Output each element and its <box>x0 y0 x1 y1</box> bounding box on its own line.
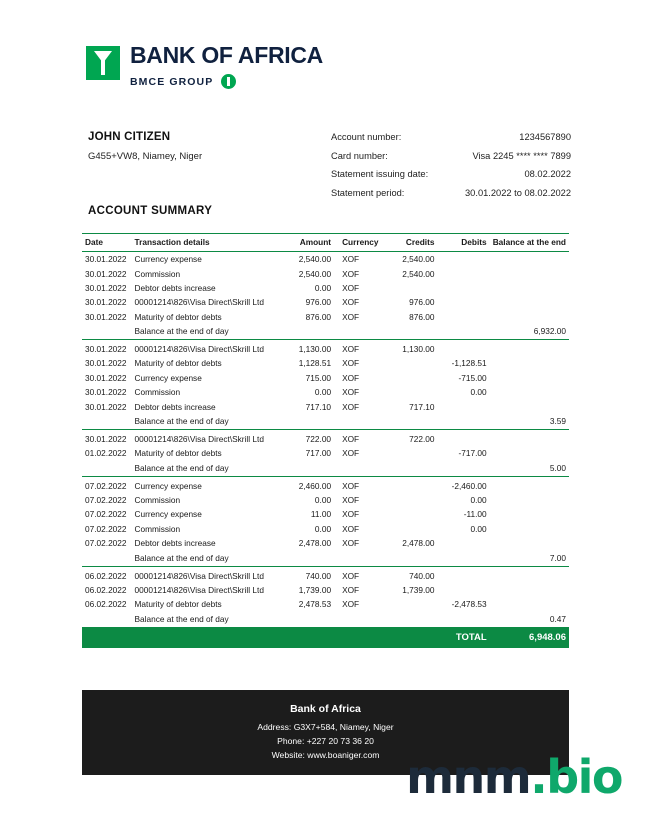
cell-currency: XOF <box>342 509 360 520</box>
cell-balance <box>490 266 569 280</box>
bank-group-name: BMCE GROUP <box>130 75 214 88</box>
col-details: Transaction details <box>131 234 280 252</box>
cell-balance: 6,932.00 <box>490 324 569 340</box>
cell-amount: 722.00 <box>305 433 332 444</box>
cell-currency: XOF <box>342 448 360 459</box>
section-title: ACCOUNT SUMMARY <box>88 205 213 217</box>
cell-amount: 1,739.00 <box>298 584 332 595</box>
cell-currency: XOF <box>342 254 360 265</box>
cell-debits <box>438 281 490 295</box>
cell-currency: XOF <box>342 433 360 444</box>
cell-credits <box>384 385 438 399</box>
cell-balance <box>490 446 569 460</box>
cell-credits: 2,540.00 <box>402 268 435 279</box>
cell-currency: XOF <box>342 480 360 491</box>
table-row <box>82 356 569 370</box>
cell-date <box>82 612 131 628</box>
cell-amount: 717.10 <box>305 401 332 412</box>
cell-date: 30.01.2022 <box>85 344 127 355</box>
cell-amount: 0.00 <box>314 523 332 534</box>
cell-credits <box>384 507 438 521</box>
cell-currency <box>334 324 383 340</box>
watermark-tld: .bio <box>530 750 622 804</box>
footer-phone: Phone: +227 20 73 36 20 <box>277 736 374 746</box>
cell-details: 00001214\826\Visa Direct\Skrill Ltd <box>134 297 264 308</box>
card-number-value: Visa 2245 **** **** 7899 <box>472 150 571 161</box>
table-row <box>82 476 569 493</box>
cell-credits: 722.00 <box>409 433 435 444</box>
cell-date: 30.01.2022 <box>85 387 127 398</box>
cell-balance <box>490 597 569 611</box>
cell-date: 07.02.2022 <box>85 523 127 534</box>
cell-amount: 2,460.00 <box>298 480 332 491</box>
cell-date: 07.02.2022 <box>85 480 127 491</box>
cell-amount: 11.00 <box>310 509 332 520</box>
cell-details: 00001214\826\Visa Direct\Skrill Ltd <box>134 344 264 355</box>
cell-details: Balance at the end of day <box>131 612 280 628</box>
account-number-label: Account number: <box>331 132 402 142</box>
cell-details: Currency expense <box>134 509 202 520</box>
cell-debits: 0.00 <box>470 495 487 506</box>
cell-details: Maturity of debtor debts <box>134 448 222 459</box>
cell-balance <box>490 566 569 583</box>
cell-currency: XOF <box>342 387 360 398</box>
cell-currency: XOF <box>342 282 360 293</box>
account-number-value: 1234567890 <box>519 132 571 142</box>
cell-date: 30.01.2022 <box>85 401 127 412</box>
cell-amount: 2,478.00 <box>298 538 332 549</box>
cell-amount <box>280 324 334 340</box>
cell-currency: XOF <box>342 495 360 506</box>
cell-balance <box>490 356 569 370</box>
cell-debits: -2,478.53 <box>451 599 487 610</box>
globe-icon <box>221 74 236 89</box>
cell-balance <box>490 371 569 385</box>
table-subtotal-row <box>82 414 569 430</box>
watermark-name: mnm <box>406 750 531 804</box>
cell-amount: 2,540.00 <box>298 268 332 279</box>
cell-credits <box>384 522 438 536</box>
table-row <box>82 597 569 611</box>
cell-debits <box>438 461 490 477</box>
cell-credits <box>384 461 438 477</box>
cell-balance <box>490 252 569 267</box>
cell-currency: XOF <box>342 358 360 369</box>
cell-balance: 7.00 <box>490 550 569 566</box>
cell-debits: 0.00 <box>470 523 487 534</box>
cell-date: 30.01.2022 <box>85 311 127 322</box>
cell-amount <box>280 414 334 430</box>
cell-currency: XOF <box>342 297 360 308</box>
cell-debits <box>438 266 490 280</box>
cell-date <box>82 324 131 340</box>
cell-balance <box>490 310 569 324</box>
cell-amount: 1,128.51 <box>298 358 332 369</box>
statement-period-value: 30.01.2022 to 08.02.2022 <box>465 187 571 198</box>
cell-balance <box>490 281 569 295</box>
cell-amount <box>280 612 334 628</box>
customer-block <box>88 131 202 162</box>
cell-credits: 1,130.00 <box>402 344 435 355</box>
cell-credits: 876.00 <box>409 311 435 322</box>
cell-amount: 1,130.00 <box>298 344 332 355</box>
col-debits: Debits <box>438 234 490 252</box>
cell-debits: -715.00 <box>458 372 487 383</box>
cell-date: 07.02.2022 <box>85 495 127 506</box>
cell-details: Balance at the end of day <box>131 324 280 340</box>
issuing-date-label: Statement issuing date: <box>331 169 429 179</box>
cell-amount: 0.00 <box>314 387 332 398</box>
cell-currency: XOF <box>342 523 360 534</box>
cell-date: 30.01.2022 <box>85 268 127 279</box>
cell-details: 00001214\826\Visa Direct\Skrill Ltd <box>134 570 264 581</box>
total-row <box>82 627 569 648</box>
cell-debits <box>438 295 490 309</box>
footer-address: Address: G3X7+584, Niamey, Niger <box>257 722 394 732</box>
cell-date <box>82 414 131 430</box>
cell-balance <box>490 583 569 597</box>
col-currency: Currency <box>334 234 383 252</box>
cell-details: Maturity of debtor debts <box>134 311 222 322</box>
cell-balance <box>490 476 569 493</box>
col-date: Date <box>82 234 131 252</box>
cell-currency: XOF <box>342 344 360 355</box>
cell-date: 07.02.2022 <box>85 509 127 520</box>
transactions-table <box>82 233 569 648</box>
cell-currency: XOF <box>342 599 360 610</box>
cell-debits <box>438 536 490 550</box>
cell-details: Debtor debts increase <box>134 401 216 412</box>
cell-credits <box>384 281 438 295</box>
cell-date <box>82 461 131 477</box>
cell-date: 30.01.2022 <box>85 282 127 293</box>
cell-credits <box>384 324 438 340</box>
table-footer <box>82 627 569 648</box>
cell-debits <box>438 324 490 340</box>
cell-amount <box>280 550 334 566</box>
footer-bank-name: Bank of Africa <box>290 703 361 715</box>
statement-period-label: Statement period: <box>331 187 405 198</box>
cell-debits: -717.00 <box>458 448 487 459</box>
cell-debits <box>438 550 490 566</box>
table-row <box>82 493 569 507</box>
col-balance: Balance at the end <box>490 234 569 252</box>
table-subtotal-row <box>82 324 569 340</box>
table-row <box>82 522 569 536</box>
cell-currency <box>334 414 383 430</box>
cell-date: 06.02.2022 <box>85 570 127 581</box>
table-row <box>82 566 569 583</box>
cell-credits: 740.00 <box>409 570 435 581</box>
table-row <box>82 310 569 324</box>
transactions-table-wrap <box>82 233 569 648</box>
table-subtotal-row <box>82 550 569 566</box>
cell-debits <box>438 310 490 324</box>
cell-details: Currency expense <box>134 254 202 265</box>
bank-name: BANK OF AFRICA <box>130 42 323 68</box>
cell-currency: XOF <box>342 570 360 581</box>
cell-details: Balance at the end of day <box>131 414 280 430</box>
cell-amount: 717.00 <box>305 448 332 459</box>
issuing-date-value: 08.02.2022 <box>524 169 571 179</box>
cell-details: Commission <box>134 268 181 279</box>
cell-currency: XOF <box>342 311 360 322</box>
cell-credits: 2,478.00 <box>402 538 435 549</box>
cell-credits: 2,540.00 <box>402 254 435 265</box>
cell-credits: 1,739.00 <box>402 584 435 595</box>
cell-currency: XOF <box>342 268 360 279</box>
cell-credits <box>384 493 438 507</box>
col-amount: Amount <box>280 234 334 252</box>
cell-details: Commission <box>134 523 181 534</box>
cell-currency: XOF <box>342 401 360 412</box>
cell-credits <box>384 476 438 493</box>
cell-details: Maturity of debtor debts <box>134 599 222 610</box>
cell-details: Balance at the end of day <box>131 550 280 566</box>
cell-balance: 3.59 <box>490 414 569 430</box>
table-header <box>82 234 569 252</box>
cell-balance <box>490 493 569 507</box>
table-row <box>82 429 569 446</box>
table-subtotal-row <box>82 461 569 477</box>
cell-currency <box>334 550 383 566</box>
cell-debits <box>438 399 490 413</box>
cell-details: Maturity of debtor debts <box>134 358 222 369</box>
cell-details: Currency expense <box>134 372 202 383</box>
table-header-row <box>82 234 569 252</box>
cell-currency <box>334 461 383 477</box>
cell-balance: 5.00 <box>490 461 569 477</box>
cell-debits <box>438 414 490 430</box>
cell-details: 00001214\826\Visa Direct\Skrill Ltd <box>134 584 264 595</box>
table-row <box>82 583 569 597</box>
cell-date: 06.02.2022 <box>85 584 127 595</box>
cell-debits: -11.00 <box>463 509 487 520</box>
cell-debits <box>438 340 490 357</box>
footer-website: Website: www.boaniger.com <box>271 750 380 760</box>
cell-debits: -2,460.00 <box>451 480 487 491</box>
cell-amount: 0.00 <box>314 282 332 293</box>
cell-balance <box>490 385 569 399</box>
cell-date: 30.01.2022 <box>85 358 127 369</box>
cell-currency: XOF <box>342 538 360 549</box>
table-subtotal-row <box>82 612 569 628</box>
cell-date: 30.01.2022 <box>85 433 127 444</box>
cell-debits: 0.00 <box>470 387 487 398</box>
table-row <box>82 266 569 280</box>
table-body <box>82 252 569 628</box>
cell-debits: -1,128.51 <box>451 358 487 369</box>
table-row <box>82 371 569 385</box>
cell-currency: XOF <box>342 372 360 383</box>
table-row <box>82 385 569 399</box>
cell-debits <box>438 612 490 628</box>
cell-debits <box>438 429 490 446</box>
account-info-row <box>331 169 571 179</box>
cell-balance <box>490 295 569 309</box>
cell-date: 07.02.2022 <box>85 538 127 549</box>
cell-currency <box>334 612 383 628</box>
table-row <box>82 536 569 550</box>
cell-balance <box>490 522 569 536</box>
cell-balance <box>490 536 569 550</box>
cell-credits: 717.10 <box>409 401 435 412</box>
cell-details: Commission <box>134 495 181 506</box>
bank-logo-mark-icon <box>86 46 120 80</box>
cell-amount: 0.00 <box>314 495 332 506</box>
account-info-row <box>331 151 571 161</box>
cell-date <box>82 550 131 566</box>
account-info-row <box>331 132 571 142</box>
cell-date: 30.01.2022 <box>85 372 127 383</box>
account-info-block <box>331 132 571 206</box>
cell-debits <box>438 583 490 597</box>
cell-debits <box>438 566 490 583</box>
table-row <box>82 340 569 357</box>
cell-date: 30.01.2022 <box>85 297 127 308</box>
cell-amount: 2,540.00 <box>298 254 332 265</box>
cell-credits <box>384 356 438 370</box>
col-credits: Credits <box>384 234 438 252</box>
cell-details: Commission <box>134 387 181 398</box>
cell-date: 30.01.2022 <box>85 254 127 265</box>
customer-name: JOHN CITIZEN <box>88 131 171 143</box>
cell-amount: 876.00 <box>305 311 332 322</box>
cell-balance <box>490 399 569 413</box>
cell-details: Debtor debts increase <box>134 538 216 549</box>
cell-amount: 715.00 <box>305 372 332 383</box>
card-number-label: Card number: <box>331 150 388 161</box>
cell-balance: 0.47 <box>490 612 569 628</box>
cell-credits <box>384 446 438 460</box>
cell-details: Balance at the end of day <box>131 461 280 477</box>
cell-date: 01.02.2022 <box>85 448 127 459</box>
cell-credits <box>384 414 438 430</box>
cell-details: 00001214\826\Visa Direct\Skrill Ltd <box>134 433 264 444</box>
cell-credits <box>384 550 438 566</box>
table-row <box>82 252 569 267</box>
total-label: TOTAL <box>438 627 490 648</box>
cell-amount: 976.00 <box>305 297 332 308</box>
customer-address: G455+VW8, Niamey, Niger <box>88 151 203 162</box>
cell-balance <box>490 340 569 357</box>
watermark <box>406 750 622 804</box>
cell-debits <box>438 252 490 267</box>
cell-date: 06.02.2022 <box>85 599 127 610</box>
total-value: 6,948.06 <box>490 627 569 648</box>
table-row <box>82 295 569 309</box>
bank-logo-text <box>130 44 323 89</box>
cell-balance <box>490 429 569 446</box>
account-info-row <box>331 188 571 198</box>
cell-details: Debtor debts increase <box>134 282 216 293</box>
cell-amount: 740.00 <box>305 570 332 581</box>
cell-balance <box>490 507 569 521</box>
cell-amount <box>280 461 334 477</box>
cell-credits <box>384 612 438 628</box>
cell-amount: 2,478.53 <box>298 599 332 610</box>
bank-logo <box>86 44 323 89</box>
table-row <box>82 507 569 521</box>
table-row <box>82 399 569 413</box>
table-row <box>82 446 569 460</box>
cell-currency: XOF <box>342 584 360 595</box>
cell-credits <box>384 371 438 385</box>
cell-credits: 976.00 <box>409 297 435 308</box>
cell-details: Currency expense <box>134 480 202 491</box>
bank-group-row <box>130 74 323 89</box>
cell-credits <box>384 597 438 611</box>
table-row <box>82 281 569 295</box>
